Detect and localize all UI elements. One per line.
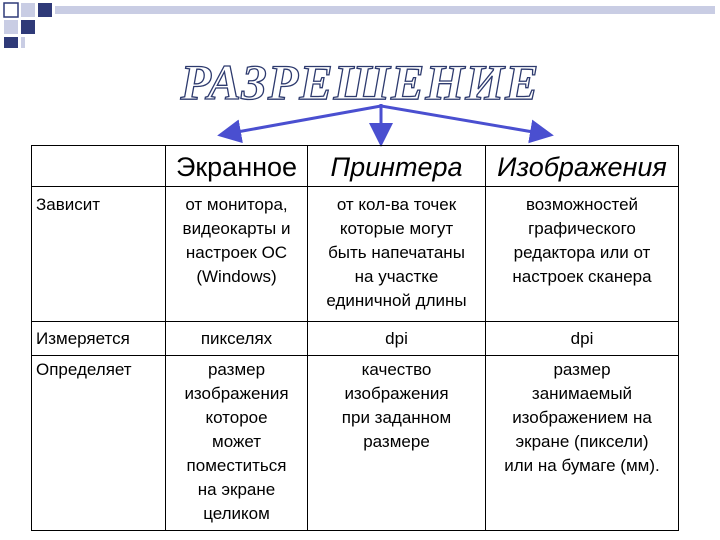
cell-depends-screen: от монитора, видеокарты и настроек ОС (Windows) [166, 187, 308, 322]
header-image: Изображения [486, 146, 679, 187]
table-row-determines [32, 356, 679, 531]
decorative-squares [0, 0, 720, 50]
header-printer: Принтера [308, 146, 486, 187]
header-empty [32, 146, 166, 187]
table-header-row [32, 146, 679, 187]
table-row-depends [32, 187, 679, 322]
cell-measured-screen: пикселях [166, 322, 308, 356]
cell-depends-image: возможностей графического редактора или от настроек сканера [486, 187, 679, 322]
cell-determines-printer: качество изображения при заданном размере [308, 356, 486, 531]
cell-determines-screen: размер изображения которое может поместиться на экране целиком [166, 356, 308, 531]
cell-depends-printer: от кол-ва точек которые могут быть напечатаны на участке единичной длины [308, 187, 486, 322]
page-title: РАЗРЕШЕНИЕ [180, 54, 540, 110]
table-row-measured [32, 322, 679, 356]
row-label-depends: Зависит [32, 187, 166, 322]
cell-measured-image: dpi [486, 322, 679, 356]
resolution-table [31, 145, 679, 531]
row-label-measured: Измеряется [32, 322, 166, 356]
row-label-determines: Определяет [32, 356, 166, 531]
cell-measured-printer: dpi [308, 322, 486, 356]
cell-determines-image: размер занимаемый изображением на экране (пиксели) или на бумаге (мм). [486, 356, 679, 531]
header-screen: Экранное [166, 146, 308, 187]
